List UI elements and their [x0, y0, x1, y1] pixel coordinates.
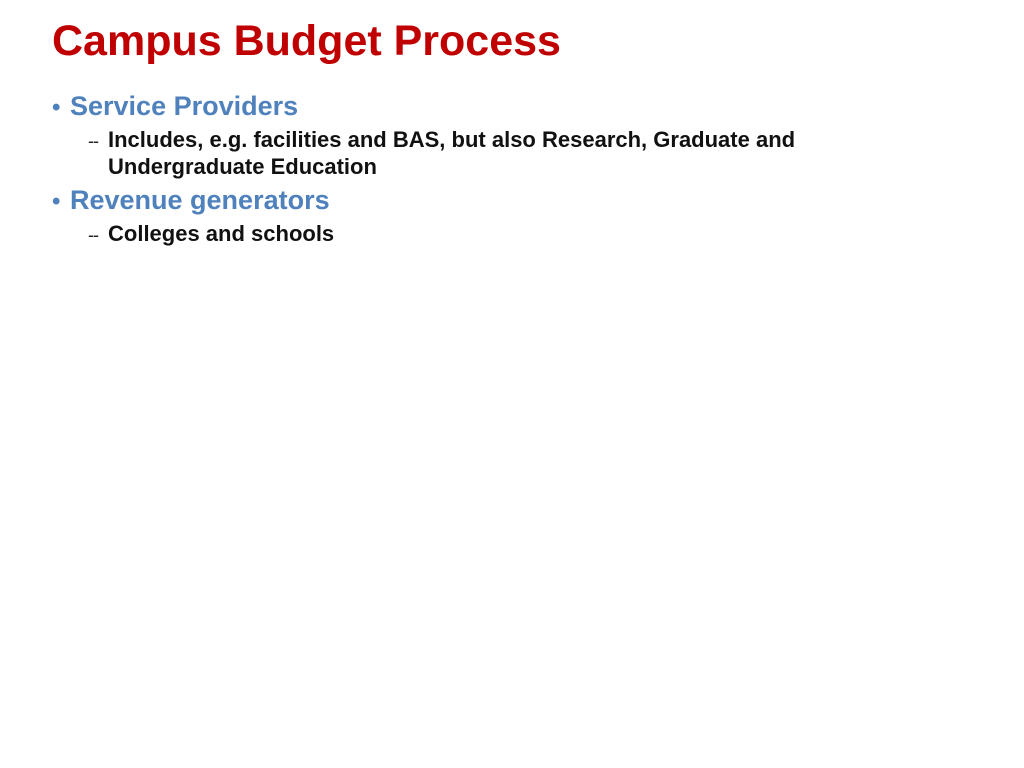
slide-body	[52, 86, 992, 247]
subitem-text: Colleges and schools	[108, 221, 335, 246]
bullet-revenue-generators	[52, 180, 992, 220]
subitem-includes	[88, 126, 992, 180]
bullet-marker: •	[52, 94, 61, 121]
subitem-marker: --	[88, 225, 98, 245]
bullet-label: Revenue generators	[70, 185, 330, 215]
bullet-marker: •	[52, 188, 61, 215]
bullet-label: Service Providers	[70, 91, 299, 121]
subitem-text: Includes, e.g. facilities and BAS, but also Research, Graduate and Undergraduate Education	[108, 127, 796, 179]
subitem-marker: --	[88, 131, 98, 151]
slide-title: Campus Budget Process	[52, 17, 561, 65]
subitem-colleges	[88, 220, 992, 247]
bullet-service-providers	[52, 86, 992, 126]
